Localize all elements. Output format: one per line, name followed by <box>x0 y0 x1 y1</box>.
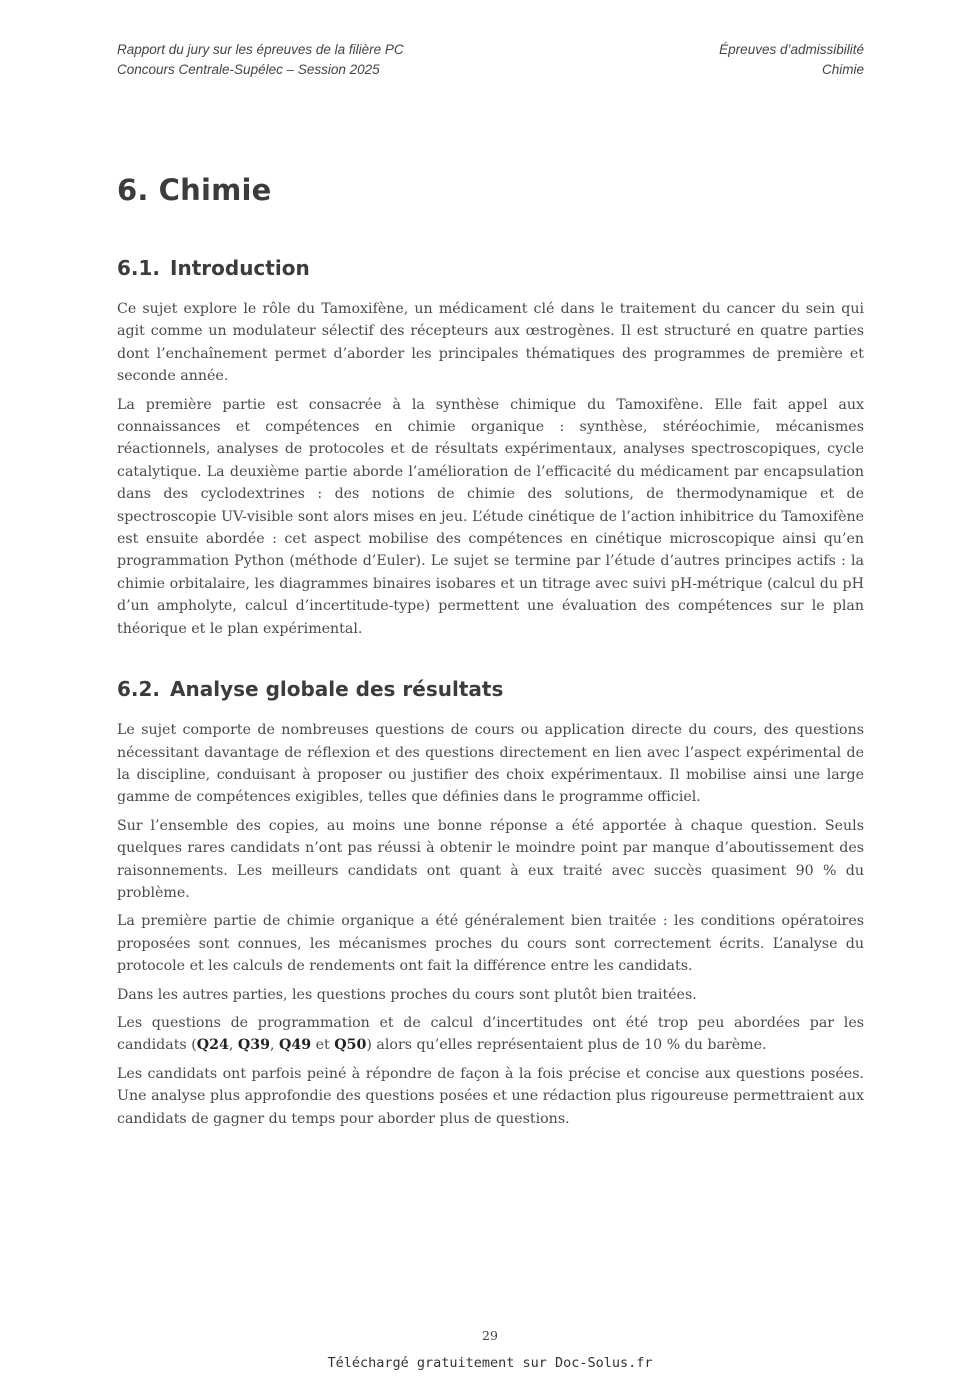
analysis-paragraph-4: Dans les autres parties, les questions proches du cours sont plutôt bien traitées. <box>117 986 697 1003</box>
header-right <box>719 40 864 80</box>
section-heading-analysis <box>117 675 864 703</box>
download-watermark: Téléchargé gratuitement sur Doc-Solus.fr <box>327 1355 653 1371</box>
analysis-paragraph-6: Les candidats ont parfois peiné à répondre de façon à la fois précise et concise aux questions posées. Une analyse plus approfondie des questions posées et une rédaction plus rigoureuse permettraient aux candidats de gagner du temps pour aborder plus de questions. <box>117 1065 864 1127</box>
question-ref: Q39 <box>237 1037 270 1054</box>
section-title-text: Analyse globale des résultats <box>170 677 504 702</box>
section-number: 6.1. <box>117 256 161 280</box>
header-left <box>117 40 404 80</box>
text-span: , <box>269 1037 280 1054</box>
header-subject: Chimie <box>821 62 864 77</box>
text-span: Les questions de programmation et de calcul d’incertitudes ont été trop peu abordées par les candidats ( <box>117 1014 864 1054</box>
page-number: 29 <box>482 1328 498 1343</box>
intro-paragraph-1: Ce sujet explore le rôle du Tamoxifène, un médicament clé dans le traitement du cancer du sein qui agit comme un modulateur sélectif des récepteurs aux œstrogènes. Il est structuré en quatre parties dont l’enchaînement permet d’aborder les principales thématiques des programmes de première et seconde année. <box>117 301 864 385</box>
chapter-title-text: Chimie <box>158 173 272 207</box>
header-contest-session: Concours Centrale-Supélec – Session 2025 <box>117 62 380 77</box>
chapter-title <box>117 170 864 210</box>
question-ref: Q50 <box>334 1037 367 1054</box>
analysis-paragraph-1: Le sujet comporte de nombreuses questions de cours ou application directe du cours, des questions nécessitant davantage de réflexion et des questions directement en lien avec l’aspect expérimental de la discipline, conduisant à proposer ou justifier des choix expérimentaux. Il mobilise ainsi une large gamme de compétences exigibles, telles que définies dans le programme officiel. <box>117 722 864 806</box>
intro-paragraph-2: La première partie est consacrée à la synthèse chimique du Tamoxifène. Elle fait appel aux connaissances et compétences en chimie organique : synthèse, stéréochimie, mécanismes réactionnels, analyses de protocoles et de résultats expérimentaux, analyses spectroscopiques, cycle catalytique. La deuxième partie aborde l’amélioration de l’efficacité du médicament par encapsulation dans des cyclodextrines : des notions de chimie des solutions, de thermodynamique et de spectroscopie UV-visible sont alors mises en jeu. L’étude cinétique de l’action inhibitrice du Tamoxifène est ensuite abordée : cet aspect mobilise des compétences en cinétique microscopique ainsi qu’en programmation Python (méthode d’Euler). Le sujet se termine par l’étude d’autres principes actifs : la chimie orbitalaire, les diagrammes binaires isobares et un titrage avec suivi pH-métrique (calcul du pH d’un ampholyte, calcul d’incertitude-type) permettent une évaluation des compétences sur le plan théorique et le plan expérimental. <box>117 396 864 637</box>
section-title-text: Introduction <box>170 256 310 280</box>
analysis-paragraph-5 <box>117 1012 864 1057</box>
question-ref: Q49 <box>279 1037 312 1054</box>
text-span: ) alors qu’elles représentaient plus de 10 % du barème. <box>366 1037 767 1054</box>
main-content <box>117 170 864 1136</box>
section-heading-introduction <box>117 254 864 282</box>
text-span: , <box>228 1037 238 1054</box>
chapter-number: 6. <box>117 173 149 207</box>
text-span: et <box>311 1037 335 1054</box>
header-report-title: Rapport du jury sur les épreuves de la filière PC <box>117 42 404 57</box>
analysis-paragraph-3: La première partie de chimie organique a été généralement bien traitée : les conditions opératoires proposées sont connues, les mécanismes proches du cours sont correctement écrits. L’analyse du protocole et les calculs de rendements ont fait la différence entre les candidats. <box>117 913 864 975</box>
header-exam-type: Épreuves d’admissibilité <box>719 42 864 57</box>
question-ref: Q24 <box>196 1037 229 1054</box>
section-number: 6.2. <box>117 677 161 702</box>
analysis-paragraph-2: Sur l’ensemble des copies, au moins une bonne réponse a été apportée à chaque question. Seuls quelques rares candidats n’ont pas réussi à obtenir le moindre point par manque d’aboutissement des raisonnements. Les meilleurs candidats ont quant à eux traité avec succès quasiment 90 % du problème. <box>117 817 864 901</box>
